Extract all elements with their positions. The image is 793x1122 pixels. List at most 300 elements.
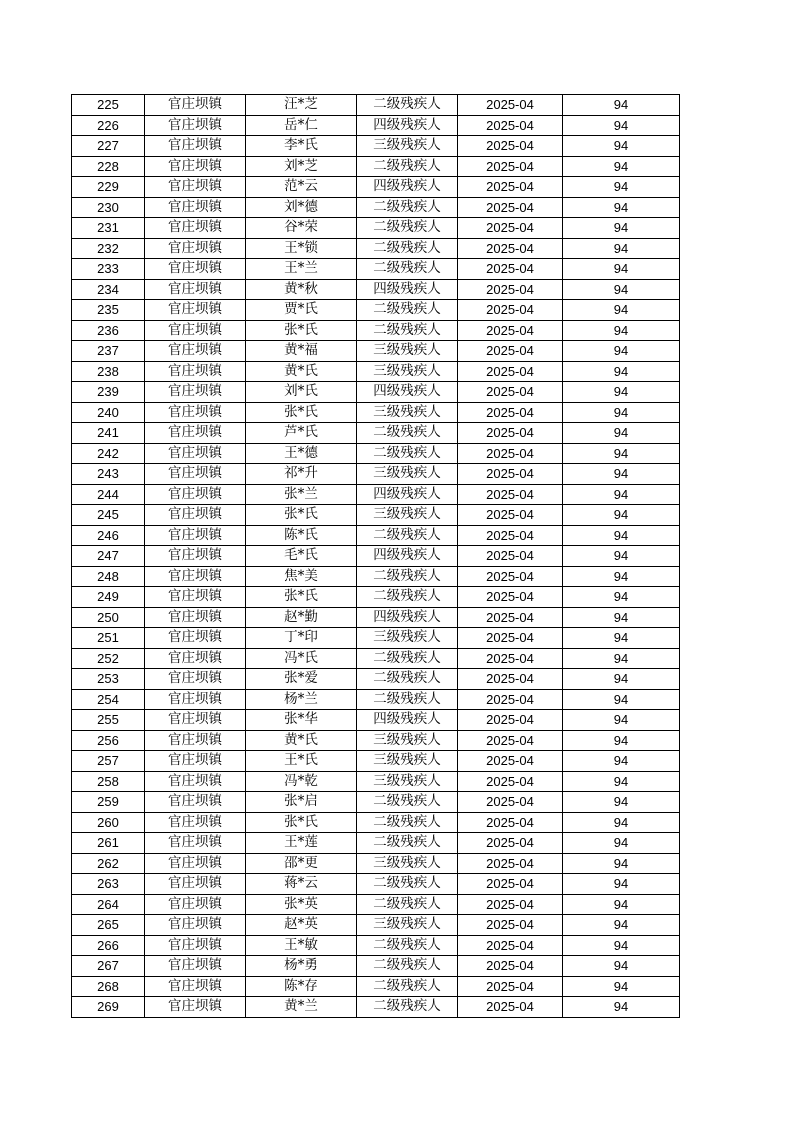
cell-disability-level: 二级残疾人 [357, 648, 458, 669]
cell-amount: 94 [563, 546, 680, 567]
cell-period: 2025-04 [458, 915, 563, 936]
cell-disability-level: 二级残疾人 [357, 300, 458, 321]
cell-row-number: 264 [72, 894, 145, 915]
cell-amount: 94 [563, 669, 680, 690]
cell-period: 2025-04 [458, 566, 563, 587]
table-row [72, 341, 680, 362]
cell-person-name: 黄*氏 [246, 361, 357, 382]
cell-person-name: 冯*乾 [246, 771, 357, 792]
cell-town: 官庄坝镇 [145, 484, 246, 505]
cell-disability-level: 三级残疾人 [357, 751, 458, 772]
table-row [72, 361, 680, 382]
cell-amount: 94 [563, 710, 680, 731]
cell-amount: 94 [563, 382, 680, 403]
cell-row-number: 260 [72, 812, 145, 833]
table-row [72, 177, 680, 198]
table-row [72, 792, 680, 813]
cell-town: 官庄坝镇 [145, 710, 246, 731]
cell-person-name: 杨*兰 [246, 689, 357, 710]
cell-town: 官庄坝镇 [145, 751, 246, 772]
cell-row-number: 269 [72, 997, 145, 1018]
cell-town: 官庄坝镇 [145, 915, 246, 936]
table-row [72, 894, 680, 915]
table-row [72, 156, 680, 177]
cell-period: 2025-04 [458, 935, 563, 956]
cell-amount: 94 [563, 464, 680, 485]
cell-period: 2025-04 [458, 361, 563, 382]
cell-row-number: 244 [72, 484, 145, 505]
cell-period: 2025-04 [458, 320, 563, 341]
cell-amount: 94 [563, 935, 680, 956]
cell-person-name: 刘*氏 [246, 382, 357, 403]
subsidy-table [71, 94, 680, 1018]
table-row [72, 300, 680, 321]
cell-disability-level: 二级残疾人 [357, 894, 458, 915]
cell-row-number: 229 [72, 177, 145, 198]
table-row [72, 689, 680, 710]
cell-person-name: 黄*秋 [246, 279, 357, 300]
cell-row-number: 247 [72, 546, 145, 567]
table-row [72, 976, 680, 997]
cell-period: 2025-04 [458, 689, 563, 710]
cell-person-name: 黄*氏 [246, 730, 357, 751]
cell-disability-level: 二级残疾人 [357, 95, 458, 116]
cell-period: 2025-04 [458, 279, 563, 300]
cell-amount: 94 [563, 812, 680, 833]
cell-period: 2025-04 [458, 587, 563, 608]
cell-amount: 94 [563, 177, 680, 198]
cell-disability-level: 二级残疾人 [357, 997, 458, 1018]
cell-disability-level: 二级残疾人 [357, 792, 458, 813]
cell-row-number: 248 [72, 566, 145, 587]
cell-disability-level: 四级残疾人 [357, 279, 458, 300]
cell-disability-level: 四级残疾人 [357, 546, 458, 567]
table-body [72, 95, 680, 1018]
cell-person-name: 王*敏 [246, 935, 357, 956]
cell-row-number: 235 [72, 300, 145, 321]
cell-row-number: 249 [72, 587, 145, 608]
cell-disability-level: 三级残疾人 [357, 136, 458, 157]
cell-town: 官庄坝镇 [145, 443, 246, 464]
cell-person-name: 贾*氏 [246, 300, 357, 321]
cell-period: 2025-04 [458, 218, 563, 239]
cell-disability-level: 二级残疾人 [357, 833, 458, 854]
table-row [72, 566, 680, 587]
cell-disability-level: 二级残疾人 [357, 956, 458, 977]
cell-person-name: 赵*勤 [246, 607, 357, 628]
cell-person-name: 王*莲 [246, 833, 357, 854]
cell-town: 官庄坝镇 [145, 156, 246, 177]
cell-person-name: 张*氏 [246, 402, 357, 423]
cell-disability-level: 二级残疾人 [357, 238, 458, 259]
cell-row-number: 266 [72, 935, 145, 956]
cell-amount: 94 [563, 115, 680, 136]
cell-town: 官庄坝镇 [145, 935, 246, 956]
table-row [72, 115, 680, 136]
cell-row-number: 227 [72, 136, 145, 157]
cell-row-number: 257 [72, 751, 145, 772]
cell-period: 2025-04 [458, 730, 563, 751]
cell-person-name: 芦*氏 [246, 423, 357, 444]
cell-amount: 94 [563, 95, 680, 116]
cell-row-number: 262 [72, 853, 145, 874]
cell-town: 官庄坝镇 [145, 423, 246, 444]
cell-town: 官庄坝镇 [145, 402, 246, 423]
cell-row-number: 258 [72, 771, 145, 792]
cell-town: 官庄坝镇 [145, 197, 246, 218]
cell-town: 官庄坝镇 [145, 669, 246, 690]
cell-town: 官庄坝镇 [145, 238, 246, 259]
cell-disability-level: 三级残疾人 [357, 628, 458, 649]
cell-amount: 94 [563, 443, 680, 464]
cell-row-number: 242 [72, 443, 145, 464]
table-row [72, 525, 680, 546]
cell-row-number: 265 [72, 915, 145, 936]
cell-disability-level: 二级残疾人 [357, 197, 458, 218]
cell-disability-level: 二级残疾人 [357, 259, 458, 280]
table-row [72, 833, 680, 854]
cell-person-name: 张*氏 [246, 505, 357, 526]
cell-period: 2025-04 [458, 976, 563, 997]
cell-amount: 94 [563, 689, 680, 710]
cell-period: 2025-04 [458, 341, 563, 362]
cell-town: 官庄坝镇 [145, 587, 246, 608]
table-row [72, 997, 680, 1018]
cell-period: 2025-04 [458, 382, 563, 403]
cell-period: 2025-04 [458, 156, 563, 177]
cell-disability-level: 二级残疾人 [357, 669, 458, 690]
cell-row-number: 240 [72, 402, 145, 423]
cell-period: 2025-04 [458, 833, 563, 854]
cell-period: 2025-04 [458, 956, 563, 977]
cell-row-number: 255 [72, 710, 145, 731]
cell-row-number: 245 [72, 505, 145, 526]
cell-disability-level: 四级残疾人 [357, 177, 458, 198]
cell-amount: 94 [563, 566, 680, 587]
cell-person-name: 张*爱 [246, 669, 357, 690]
cell-period: 2025-04 [458, 997, 563, 1018]
cell-disability-level: 四级残疾人 [357, 607, 458, 628]
cell-period: 2025-04 [458, 812, 563, 833]
cell-disability-level: 三级残疾人 [357, 730, 458, 751]
cell-period: 2025-04 [458, 607, 563, 628]
cell-period: 2025-04 [458, 423, 563, 444]
cell-row-number: 230 [72, 197, 145, 218]
cell-person-name: 张*氏 [246, 812, 357, 833]
cell-amount: 94 [563, 341, 680, 362]
cell-row-number: 239 [72, 382, 145, 403]
cell-person-name: 蒋*云 [246, 874, 357, 895]
cell-amount: 94 [563, 320, 680, 341]
cell-town: 官庄坝镇 [145, 361, 246, 382]
cell-town: 官庄坝镇 [145, 136, 246, 157]
cell-amount: 94 [563, 238, 680, 259]
cell-row-number: 226 [72, 115, 145, 136]
cell-disability-level: 三级残疾人 [357, 402, 458, 423]
cell-period: 2025-04 [458, 95, 563, 116]
cell-town: 官庄坝镇 [145, 464, 246, 485]
cell-town: 官庄坝镇 [145, 771, 246, 792]
cell-amount: 94 [563, 771, 680, 792]
cell-period: 2025-04 [458, 464, 563, 485]
cell-amount: 94 [563, 300, 680, 321]
cell-person-name: 张*氏 [246, 320, 357, 341]
cell-row-number: 228 [72, 156, 145, 177]
cell-period: 2025-04 [458, 874, 563, 895]
cell-town: 官庄坝镇 [145, 300, 246, 321]
table-row [72, 771, 680, 792]
cell-town: 官庄坝镇 [145, 628, 246, 649]
cell-amount: 94 [563, 648, 680, 669]
cell-person-name: 王*氏 [246, 751, 357, 772]
cell-amount: 94 [563, 730, 680, 751]
table-row [72, 812, 680, 833]
cell-town: 官庄坝镇 [145, 546, 246, 567]
cell-row-number: 243 [72, 464, 145, 485]
cell-row-number: 267 [72, 956, 145, 977]
cell-amount: 94 [563, 156, 680, 177]
cell-disability-level: 二级残疾人 [357, 812, 458, 833]
table-row [72, 710, 680, 731]
table-row [72, 956, 680, 977]
cell-town: 官庄坝镇 [145, 177, 246, 198]
cell-town: 官庄坝镇 [145, 95, 246, 116]
table-row [72, 546, 680, 567]
cell-person-name: 岳*仁 [246, 115, 357, 136]
cell-disability-level: 四级残疾人 [357, 710, 458, 731]
cell-disability-level: 三级残疾人 [357, 361, 458, 382]
cell-disability-level: 二级残疾人 [357, 874, 458, 895]
cell-person-name: 张*兰 [246, 484, 357, 505]
cell-period: 2025-04 [458, 710, 563, 731]
cell-town: 官庄坝镇 [145, 689, 246, 710]
cell-town: 官庄坝镇 [145, 833, 246, 854]
cell-amount: 94 [563, 402, 680, 423]
cell-town: 官庄坝镇 [145, 259, 246, 280]
cell-person-name: 李*氏 [246, 136, 357, 157]
cell-person-name: 刘*芝 [246, 156, 357, 177]
cell-row-number: 231 [72, 218, 145, 239]
cell-town: 官庄坝镇 [145, 505, 246, 526]
cell-disability-level: 二级残疾人 [357, 218, 458, 239]
cell-town: 官庄坝镇 [145, 997, 246, 1018]
cell-town: 官庄坝镇 [145, 812, 246, 833]
table-row [72, 95, 680, 116]
cell-person-name: 焦*美 [246, 566, 357, 587]
cell-row-number: 233 [72, 259, 145, 280]
cell-amount: 94 [563, 751, 680, 772]
cell-row-number: 250 [72, 607, 145, 628]
cell-amount: 94 [563, 976, 680, 997]
cell-period: 2025-04 [458, 546, 563, 567]
cell-period: 2025-04 [458, 628, 563, 649]
cell-period: 2025-04 [458, 505, 563, 526]
cell-town: 官庄坝镇 [145, 648, 246, 669]
cell-town: 官庄坝镇 [145, 525, 246, 546]
table-row [72, 669, 680, 690]
cell-person-name: 张*启 [246, 792, 357, 813]
cell-person-name: 黄*兰 [246, 997, 357, 1018]
table-row [72, 730, 680, 751]
cell-amount: 94 [563, 956, 680, 977]
cell-town: 官庄坝镇 [145, 566, 246, 587]
cell-period: 2025-04 [458, 177, 563, 198]
cell-period: 2025-04 [458, 669, 563, 690]
cell-disability-level: 二级残疾人 [357, 935, 458, 956]
cell-row-number: 254 [72, 689, 145, 710]
cell-period: 2025-04 [458, 443, 563, 464]
cell-person-name: 汪*芝 [246, 95, 357, 116]
cell-amount: 94 [563, 525, 680, 546]
cell-disability-level: 三级残疾人 [357, 771, 458, 792]
cell-town: 官庄坝镇 [145, 792, 246, 813]
cell-period: 2025-04 [458, 300, 563, 321]
cell-person-name: 陈*存 [246, 976, 357, 997]
cell-town: 官庄坝镇 [145, 320, 246, 341]
cell-period: 2025-04 [458, 771, 563, 792]
table-row [72, 423, 680, 444]
table-row [72, 484, 680, 505]
table-row [72, 464, 680, 485]
table-row [72, 607, 680, 628]
cell-disability-level: 二级残疾人 [357, 976, 458, 997]
cell-amount: 94 [563, 218, 680, 239]
table-row [72, 279, 680, 300]
table-row [72, 915, 680, 936]
cell-disability-level: 四级残疾人 [357, 484, 458, 505]
cell-person-name: 毛*氏 [246, 546, 357, 567]
cell-row-number: 234 [72, 279, 145, 300]
cell-person-name: 祁*升 [246, 464, 357, 485]
cell-amount: 94 [563, 853, 680, 874]
cell-person-name: 范*云 [246, 177, 357, 198]
cell-amount: 94 [563, 894, 680, 915]
table-row [72, 587, 680, 608]
cell-row-number: 238 [72, 361, 145, 382]
cell-town: 官庄坝镇 [145, 279, 246, 300]
cell-amount: 94 [563, 136, 680, 157]
cell-disability-level: 三级残疾人 [357, 341, 458, 362]
cell-amount: 94 [563, 628, 680, 649]
cell-person-name: 刘*德 [246, 197, 357, 218]
cell-row-number: 232 [72, 238, 145, 259]
table-row [72, 382, 680, 403]
cell-person-name: 赵*英 [246, 915, 357, 936]
cell-person-name: 丁*印 [246, 628, 357, 649]
cell-row-number: 256 [72, 730, 145, 751]
cell-row-number: 261 [72, 833, 145, 854]
cell-period: 2025-04 [458, 259, 563, 280]
cell-person-name: 邵*更 [246, 853, 357, 874]
cell-amount: 94 [563, 833, 680, 854]
cell-period: 2025-04 [458, 197, 563, 218]
cell-town: 官庄坝镇 [145, 382, 246, 403]
cell-town: 官庄坝镇 [145, 874, 246, 895]
cell-amount: 94 [563, 259, 680, 280]
cell-amount: 94 [563, 197, 680, 218]
table-row [72, 853, 680, 874]
cell-town: 官庄坝镇 [145, 341, 246, 362]
table-row [72, 238, 680, 259]
cell-amount: 94 [563, 997, 680, 1018]
cell-person-name: 张*华 [246, 710, 357, 731]
cell-amount: 94 [563, 587, 680, 608]
cell-amount: 94 [563, 874, 680, 895]
cell-town: 官庄坝镇 [145, 853, 246, 874]
cell-period: 2025-04 [458, 853, 563, 874]
cell-person-name: 陈*氏 [246, 525, 357, 546]
cell-row-number: 263 [72, 874, 145, 895]
cell-period: 2025-04 [458, 238, 563, 259]
cell-disability-level: 四级残疾人 [357, 382, 458, 403]
cell-town: 官庄坝镇 [145, 607, 246, 628]
cell-person-name: 张*英 [246, 894, 357, 915]
cell-period: 2025-04 [458, 402, 563, 423]
cell-disability-level: 三级残疾人 [357, 505, 458, 526]
cell-row-number: 236 [72, 320, 145, 341]
cell-period: 2025-04 [458, 484, 563, 505]
cell-row-number: 237 [72, 341, 145, 362]
cell-town: 官庄坝镇 [145, 894, 246, 915]
cell-disability-level: 三级残疾人 [357, 853, 458, 874]
cell-town: 官庄坝镇 [145, 976, 246, 997]
cell-disability-level: 二级残疾人 [357, 525, 458, 546]
cell-row-number: 241 [72, 423, 145, 444]
cell-town: 官庄坝镇 [145, 956, 246, 977]
cell-amount: 94 [563, 792, 680, 813]
cell-period: 2025-04 [458, 525, 563, 546]
table-row [72, 259, 680, 280]
cell-disability-level: 三级残疾人 [357, 915, 458, 936]
cell-person-name: 杨*勇 [246, 956, 357, 977]
cell-amount: 94 [563, 505, 680, 526]
cell-disability-level: 二级残疾人 [357, 443, 458, 464]
table-row [72, 751, 680, 772]
cell-disability-level: 二级残疾人 [357, 423, 458, 444]
table-row [72, 197, 680, 218]
cell-town: 官庄坝镇 [145, 730, 246, 751]
cell-row-number: 268 [72, 976, 145, 997]
cell-period: 2025-04 [458, 894, 563, 915]
cell-amount: 94 [563, 484, 680, 505]
cell-disability-level: 二级残疾人 [357, 156, 458, 177]
cell-period: 2025-04 [458, 751, 563, 772]
cell-disability-level: 二级残疾人 [357, 689, 458, 710]
table-row [72, 218, 680, 239]
table-row [72, 320, 680, 341]
cell-disability-level: 三级残疾人 [357, 464, 458, 485]
cell-row-number: 251 [72, 628, 145, 649]
cell-person-name: 谷*荣 [246, 218, 357, 239]
cell-period: 2025-04 [458, 648, 563, 669]
cell-row-number: 225 [72, 95, 145, 116]
cell-row-number: 253 [72, 669, 145, 690]
cell-person-name: 王*德 [246, 443, 357, 464]
cell-disability-level: 二级残疾人 [357, 587, 458, 608]
table-row [72, 443, 680, 464]
table-row [72, 505, 680, 526]
table-row [72, 402, 680, 423]
cell-disability-level: 二级残疾人 [357, 566, 458, 587]
cell-town: 官庄坝镇 [145, 115, 246, 136]
cell-person-name: 张*氏 [246, 587, 357, 608]
cell-period: 2025-04 [458, 115, 563, 136]
cell-person-name: 黄*福 [246, 341, 357, 362]
table-row [72, 874, 680, 895]
cell-amount: 94 [563, 915, 680, 936]
cell-period: 2025-04 [458, 792, 563, 813]
cell-disability-level: 二级残疾人 [357, 320, 458, 341]
